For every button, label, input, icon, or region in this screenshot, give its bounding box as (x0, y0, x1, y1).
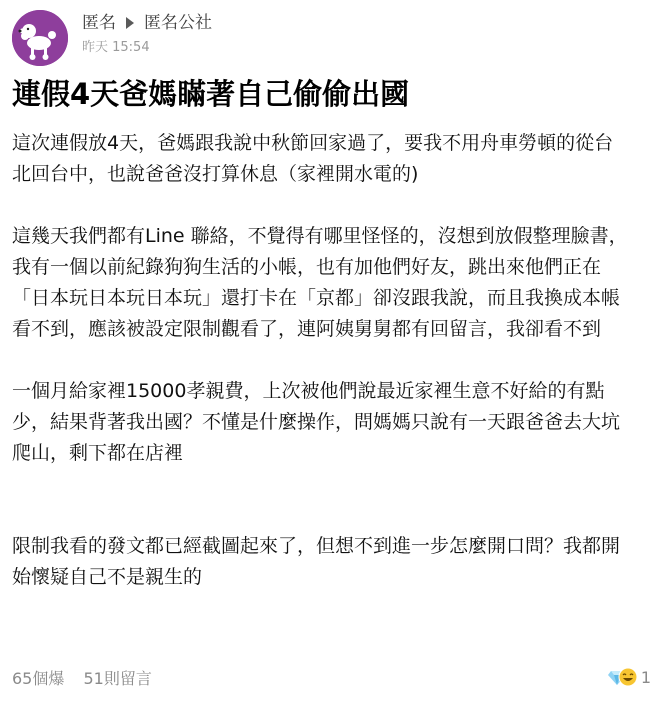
post-stats (12, 666, 152, 689)
paragraph-1 (12, 128, 657, 190)
text-line: 限制我看的發文都已經截圖起來了，但想不到進一步怎麼開口問？我都開 (12, 535, 621, 557)
laughing-emoji-icon (618, 667, 638, 687)
post-header (12, 10, 651, 64)
text-line: 始懷疑自己不是親生的 (12, 566, 203, 588)
reactions[interactable] (607, 666, 651, 688)
board-link[interactable]: 匿名公社 (144, 13, 212, 33)
paragraph-gap (12, 345, 657, 376)
reaction-icons (607, 666, 639, 688)
triangle-right-icon (126, 17, 134, 29)
text-line: 看不到，應該被設定限制觀看了，連阿姨舅舅都有回留言，我卻看不到 (12, 318, 602, 340)
paragraph-2 (12, 221, 657, 345)
paragraph-3 (12, 376, 657, 469)
post-footer (12, 664, 651, 690)
reaction-count: 1 (640, 667, 651, 687)
text-line: 北回台中，也說爸爸沒打算休息（家裡開水電的) (12, 163, 419, 185)
text-line: 「日本玩日本玩日本玩」還打卡在「京都」卻沒跟我說，而且我換成本帳 (12, 287, 621, 309)
post-time: 昨天 15:54 (82, 40, 150, 55)
text-line: 這次連假放4天，爸媽跟我說中秋節回家過了，要我不用舟車勞頓的從台 (12, 132, 614, 154)
author-name[interactable]: 匿名 (82, 13, 116, 33)
poodle-icon (12, 10, 68, 66)
paragraph-4 (12, 531, 657, 593)
post-title: 連假4天爸媽瞞著自己偷偷出國 (12, 77, 410, 111)
breadcrumb (82, 12, 212, 34)
post-meta (82, 12, 212, 56)
paragraph-gap (12, 469, 657, 531)
comment-count[interactable]: 51則留言 (83, 668, 152, 688)
text-line: 我有一個以前紀錄狗狗生活的小帳，也有加他們好友，跳出來他們正在 (12, 256, 602, 278)
post-content (12, 128, 657, 593)
text-line: 少，結果背著我出國？不懂是什麼操作，問媽媽只說有一天跟爸爸去大坑 (12, 411, 621, 433)
text-line: 爬山，剩下都在店裡 (12, 442, 184, 464)
paragraph-gap (12, 190, 657, 221)
avatar[interactable] (12, 10, 68, 66)
text-line: 這幾天我們都有Line 聯絡，不覺得有哪里怪怪的，沒想到放假整理臉書， (12, 225, 628, 247)
like-count[interactable]: 65個爆 (12, 668, 65, 688)
text-line: 一個月給家裡15000孝親費，上次被他們說最近家裡生意不好給的有點 (12, 380, 605, 402)
